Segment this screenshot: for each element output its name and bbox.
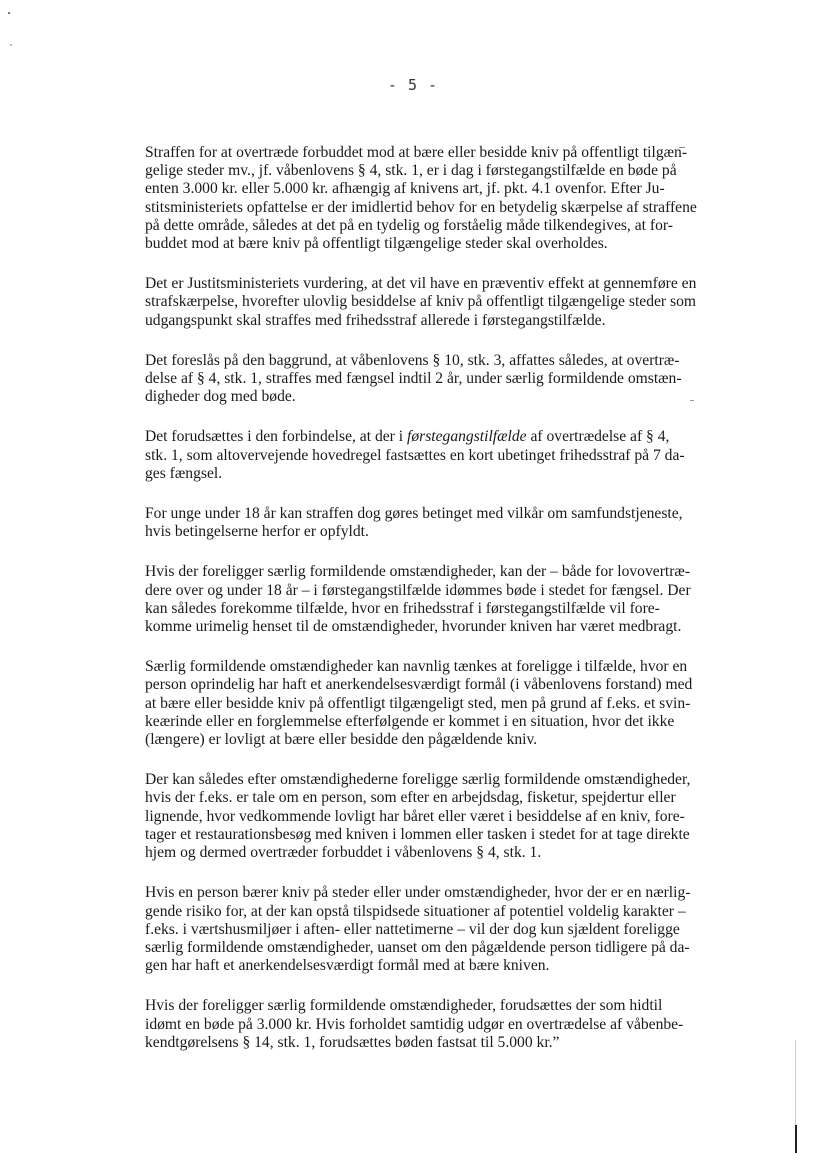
paragraph-forudsaettes <box>145 428 725 483</box>
paragraph-text: af overtrædelse af § 4, stk. 1, som altovervejende hovedregel fastsættes en kort ubetinget frihedsstraf på 7 da- ges fængsel. <box>145 428 685 482</box>
paragraph-forslag: Det foreslås på den baggrund, at våbenlovens § 10, stk. 3, affattes således, at overtræ- delse af § 4, stk. 1, straffes med fængsel indtil 2 år, under særlig formildende omstæn- digheder dog med bøde. <box>145 351 682 406</box>
scan-edge-line <box>795 1125 797 1153</box>
document-body <box>145 144 725 1074</box>
paragraph-tilfaelde: Særlig formildende omstændigheder kan navnlig tænkes at foreligge i tilfælde, hvor en person oprindelig har haft et anerkendelsesværdigt formål (i våbenlovens forstand) med at bære eller besidde kniv på offentligt tilgængeligt sted, men på grund af f.eks. et svin- keærinde eller en forglemmelse efterfølgende er kommet i en situation, hvor det ikke (længere) er lovligt at bære eller besidde den pågældende kniv. <box>145 658 693 749</box>
paragraph-risiko: Hvis en person bærer kniv på steder eller under omstændigheder, hvor der er en nærlig- gende risiko for, at der kan opstå tilspidsede situationer af potentiel voldelig karakter – f.eks. i værtshusmiljøer i aften- eller nattetimerne – vil der dog kun sjældent foreligge særlig formildende omstændigheder, uanset om den pågældende person tidligere på da- gen har haft et anerkendelsesværdigt formål med at bære kniven. <box>145 884 691 975</box>
paragraph-text: Det forudsættes i den forbindelse, at der i <box>145 428 407 446</box>
scan-mark-dot <box>10 44 12 46</box>
paragraph-boede: Hvis der foreligger særlig formildende omstændigheder, forudsættes der som hidtil idømt en bøde på 3.000 kr. Hvis forholdet samtidig udgør en overtrædelse af våbenbe- kendtgørelsens § 14, stk. 1, forudsættes bøden fastsat til 5.000 kr.” <box>145 997 684 1051</box>
paragraph-vurdering: Det er Justitsministeriets vurdering, at det vil have en præventiv effekt at gennemføre en strafskærpelse, hvorefter ulovlig besiddelse af kniv på offentligt tilgængelige steder som udgangspunkt skal straffes med frihedsstraf allerede i førstegangstilfælde. <box>145 275 697 329</box>
paragraph-eksempel: Der kan således efter omstændighederne foreligge særlig formildende omstændigheder, hvis der f.eks. er tale om en person, som efter en arbejdsdag, fisketur, spejdertur eller lignende, hvor vedkommende lovligt har båret eller været i besiddelse af en kniv, fore- tager et restaurationsbesøg med kniven i lommen eller tasken i stedet for at tage direkte hjem og dermed overtræder forbuddet i våbenlovens § 4, stk. 1. <box>145 771 691 862</box>
scan-mark-dot <box>8 12 10 14</box>
paragraph-unge: For unge under 18 år kan straffen dog gøres betinget med vilkår om samfundstjeneste, hvis betingelserne herfor er opfyldt. <box>145 505 683 541</box>
page-number: - 5 - <box>387 76 439 94</box>
paragraph-formildende: Hvis der foreligger særlig formildende omstændigheder, kan der – både for lovovertræ- dere over og under 18 år – i førstegangstilfælde idømmes bøde i stedet for fængsel. Der kan således forekomme tilfælde, hvor en frihedsstraf i førstegangstilfælde vil fore- komme urimelig henset til de omstændigheder, hvorunder kniven har været medbragt. <box>145 563 691 636</box>
emphasized-term: førstegangstilfælde <box>407 428 527 446</box>
paragraph-straffen: Straffen for at overtræde forbuddet mod at bære eller besidde kniv på offentligt tilgæn- gelige steder mv., jf. våbenlovens § 4, stk. 1, er i dag i førstegangstilfælde en bøde på enten 3.000 kr. eller 5.000 kr. afhængig af knivens art, jf. pkt. 4.1 ovenfor. Efter Ju- stitsministeriets opfattelse er der imidlertid behov for en betydelig skærpelse af straffene på dette område, således at det på en tydelig og forståelig måde tilkendegives, at for- buddet mod at bære kniv på offentligt tilgængelige steder skal overholdes. <box>145 144 697 253</box>
